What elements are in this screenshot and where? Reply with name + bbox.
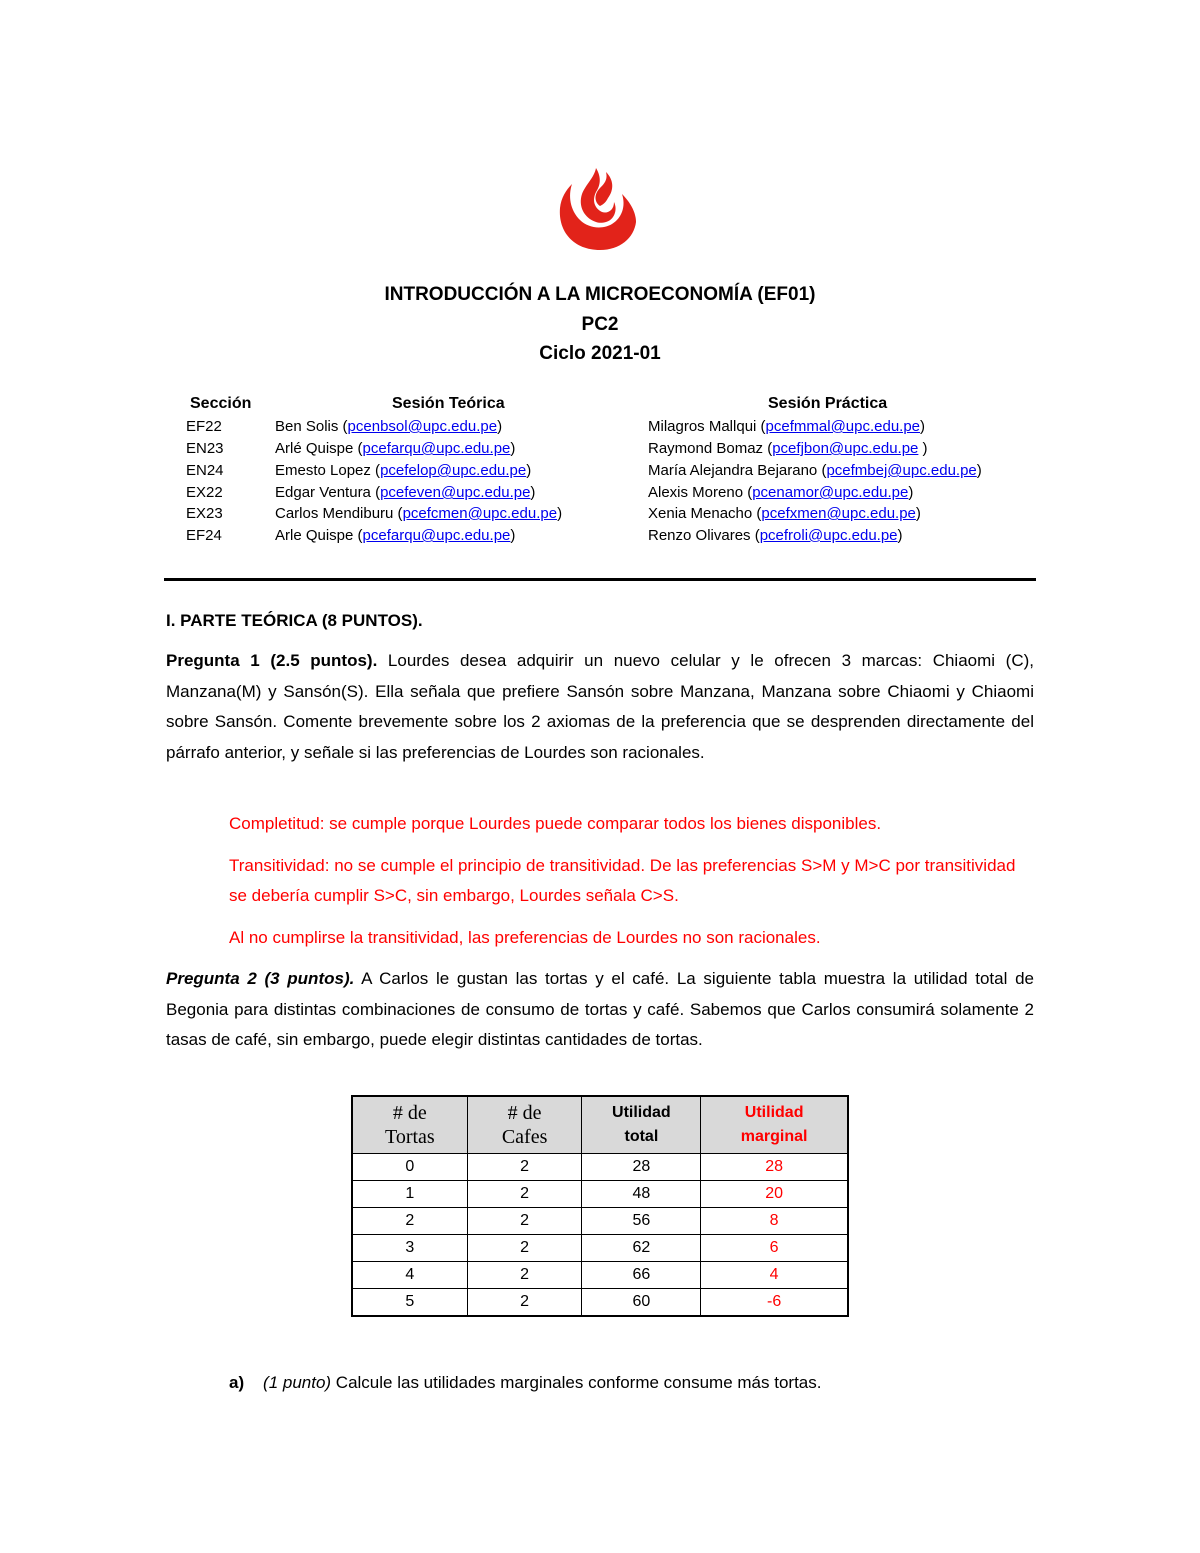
paren-close: )	[915, 505, 921, 522]
answer-transitividad: Transitividad: no se cumple el principio de transitividad. De las preferencias S>M y M>C por transitividad se debería cumplir S>C, sin embargo, Lourdes señala C>S.	[229, 856, 1016, 905]
tortas-cell: 5	[352, 1289, 467, 1317]
utility-table	[351, 1095, 849, 1317]
course-title: INTRODUCCIÓN A LA MICROECONOMÍA (EF01)	[384, 284, 816, 305]
total-cell: 48	[582, 1181, 701, 1208]
table-row	[352, 1208, 848, 1235]
table-row	[352, 1262, 848, 1289]
paren-close: )	[510, 527, 516, 544]
paren-close: )	[497, 418, 503, 435]
item-text: Calcule las utilidades marginales conforme consume más tortas.	[331, 1373, 822, 1392]
instructor-name: Edgar Ventura (	[275, 484, 381, 501]
practice-instructor	[648, 418, 925, 435]
question-label: Pregunta 1 (2.5 puntos).	[166, 651, 378, 670]
col-cafes	[467, 1096, 582, 1154]
theory-instructor	[275, 484, 535, 501]
table-row	[352, 1181, 848, 1208]
email-link[interactable]: pcefcmen@upc.edu.pe	[402, 505, 558, 522]
total-cell: 62	[582, 1235, 701, 1262]
tortas-cell: 2	[352, 1208, 467, 1235]
header-line: Cafes	[501, 1126, 548, 1148]
paren-close: )	[510, 440, 516, 457]
instructor-name: Arlé Quispe (	[275, 440, 363, 457]
email-link[interactable]: pcefmmal@upc.edu.pe	[765, 418, 921, 435]
theory-header: Sesión Teórica	[392, 395, 505, 412]
total-cell: 28	[582, 1154, 701, 1181]
item-points: (1 punto)	[263, 1373, 332, 1392]
theory-instructor	[275, 462, 531, 479]
practice-instructor	[648, 484, 913, 501]
instructor-name: Arle Quispe (	[275, 527, 363, 544]
exam-name: PC2	[581, 314, 619, 335]
practice-instructor	[648, 505, 921, 522]
practice-instructor	[648, 527, 903, 544]
tortas-cell: 1	[352, 1181, 467, 1208]
upc-logo	[556, 162, 644, 252]
instructor-name: Xenia Menacho (	[648, 505, 762, 522]
cafes-cell: 2	[467, 1181, 582, 1208]
cafes-cell: 2	[467, 1154, 582, 1181]
table-row	[352, 1235, 848, 1262]
section-code: EN24	[186, 462, 224, 479]
question-text: Lourdes desea adquirir un nuevo celular y le ofrecen 3 marcas: Chiaomi (C), Manzana(M) y Sansón(S). Ella señala que prefiere Sansón sobre Manzana, Manzana sobre Chiaomi y Chiaomi sobre Sansón. Comente brevemente sobre los 2 axiomas de la preferencia que se desprenden directamente del párrafo anterior, y señale si las preferencias de Lourdes son racionales.	[166, 651, 1034, 762]
answer-conclusion: Al no cumplirse la transitividad, las preferencias de Lourdes no son racionales.	[229, 928, 821, 947]
item-letter: a)	[229, 1373, 245, 1392]
paren-close: )	[526, 462, 532, 479]
email-link[interactable]: pcenbsol@upc.edu.pe	[347, 418, 498, 435]
instructor-name: Ben Solis (	[275, 418, 348, 435]
instructor-name: Alexis Moreno (	[648, 484, 753, 501]
practice-header: Sesión Práctica	[768, 395, 888, 412]
paren-close: )	[976, 462, 982, 479]
tortas-cell: 3	[352, 1235, 467, 1262]
marginal-cell: 6	[701, 1235, 848, 1262]
email-link[interactable]: pcefroli@upc.edu.pe	[759, 527, 898, 544]
instructor-name: Renzo Olivares (	[648, 527, 760, 544]
paren-close: )	[918, 440, 928, 457]
email-link[interactable]: pcefarqu@upc.edu.pe	[362, 440, 511, 457]
email-link[interactable]: pcefjbon@upc.edu.pe	[772, 440, 919, 457]
paren-close: )	[920, 418, 926, 435]
section-header: Sección	[190, 395, 252, 412]
instructor-name: Carlos Mendiburu (	[275, 505, 403, 522]
instructor-name: María Alejandra Bejarano (	[648, 462, 827, 479]
theory-instructor	[275, 527, 515, 544]
table-row	[352, 1154, 848, 1181]
practice-instructor	[648, 462, 982, 479]
col-utilidad-marginal	[701, 1096, 848, 1154]
divider-line	[164, 578, 1036, 581]
total-cell: 66	[582, 1262, 701, 1289]
paren-close: )	[530, 484, 536, 501]
section-code: EF24	[186, 527, 222, 544]
section-code: EX23	[186, 505, 223, 522]
part-heading: I. PARTE TEÓRICA (8 PUNTOS).	[166, 611, 423, 630]
instructor-name: Raymond Bomaz (	[648, 440, 773, 457]
email-link[interactable]: pcefxmen@upc.edu.pe	[761, 505, 916, 522]
total-cell: 60	[582, 1289, 701, 1317]
email-link[interactable]: pcefeven@upc.edu.pe	[380, 484, 531, 501]
header-line: Utilidad	[612, 1104, 671, 1121]
question-label-text: Pregunta 2 (3 puntos).	[166, 969, 355, 988]
header-line: marginal	[740, 1128, 808, 1145]
marginal-cell: 20	[701, 1181, 848, 1208]
header-line: Utilidad	[744, 1104, 804, 1121]
section-code: EF22	[186, 418, 222, 435]
question-label	[166, 969, 354, 988]
section-code: EN23	[186, 440, 224, 457]
cafes-cell: 2	[467, 1262, 582, 1289]
email-link[interactable]: pcenamor@upc.edu.pe	[752, 484, 909, 501]
paren-close: )	[557, 505, 563, 522]
question-1	[166, 646, 1034, 768]
email-link[interactable]: pcefarqu@upc.edu.pe	[362, 527, 511, 544]
question-2	[166, 964, 1034, 1056]
tortas-cell: 4	[352, 1262, 467, 1289]
table-header-row	[352, 1096, 848, 1154]
question-text: A Carlos le gustan las tortas y el café. La siguiente tabla muestra la utilidad total de Begonia para distintas combinaciones de consumo de tortas y café. Sabemos que Carlos consumirá solamente 2 tasas de café, sin embargo, puede elegir distintas cantidades de tortas.	[166, 969, 1034, 1049]
header-line: total	[624, 1128, 659, 1145]
header-line: # de	[507, 1102, 542, 1124]
header-line: # de	[392, 1102, 427, 1124]
marginal-cell: 8	[701, 1208, 848, 1235]
marginal-cell: -6	[701, 1289, 848, 1317]
header-line: Tortas	[385, 1126, 435, 1148]
answer-completitud: Completitud: se cumple porque Lourdes puede comparar todos los bienes disponibles.	[229, 814, 882, 833]
tortas-cell: 0	[352, 1154, 467, 1181]
marginal-cell: 4	[701, 1262, 848, 1289]
email-link[interactable]: pcefelop@upc.edu.pe	[380, 462, 527, 479]
table-row	[352, 1289, 848, 1317]
col-utilidad-total	[582, 1096, 701, 1154]
paren-close: )	[908, 484, 914, 501]
instructor-name: Milagros Mallqui (	[648, 418, 766, 435]
cafes-cell: 2	[467, 1208, 582, 1235]
email-link[interactable]: pcefmbej@upc.edu.pe	[826, 462, 977, 479]
cafes-cell: 2	[467, 1289, 582, 1317]
paren-close: )	[897, 527, 903, 544]
sub-question-a	[229, 1373, 821, 1393]
theory-instructor	[275, 418, 502, 435]
total-cell: 56	[582, 1208, 701, 1235]
theory-instructor	[275, 505, 562, 522]
practice-instructor	[648, 440, 928, 457]
cafes-cell: 2	[467, 1235, 582, 1262]
col-tortas	[352, 1096, 467, 1154]
marginal-cell: 28	[701, 1154, 848, 1181]
instructor-name: Emesto Lopez (	[275, 462, 381, 479]
theory-instructor	[275, 440, 515, 457]
cycle-label: Ciclo 2021-01	[539, 343, 661, 364]
section-code: EX22	[186, 484, 223, 501]
